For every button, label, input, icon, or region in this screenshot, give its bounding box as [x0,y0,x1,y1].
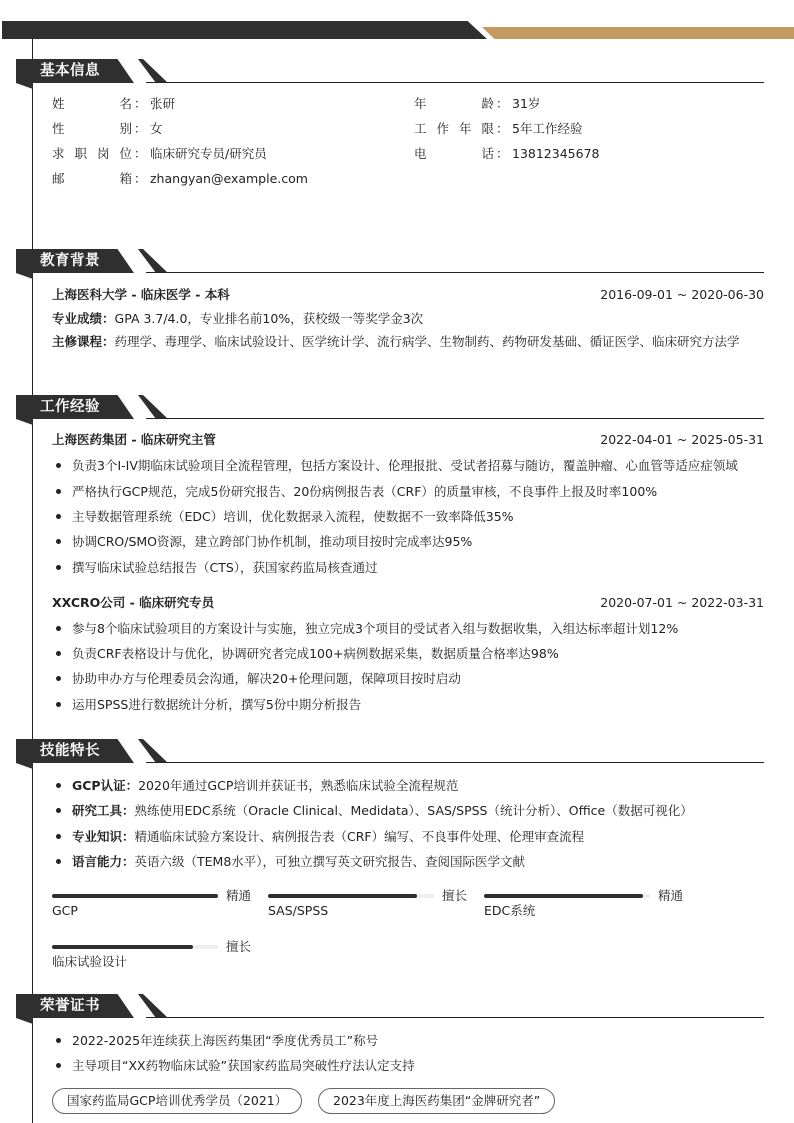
education-grades: 专业成绩：GPA 3.7/4.0，专业排名前10%，获校级一等奖学金3次 [52,311,424,326]
honor-item: 主导项目“XX药物临床试验”获国家药监局突破性疗法认定支持 [56,1057,415,1075]
education-courses: 主修课程：药理学、毒理学、临床试验设计、医学统计学、流行病学、生物制药、药物研发基础、循证医学、临床研究方法学 [52,334,740,349]
work-bullet: 协助申办方与伦理委员会沟通，解决20+伦理问题，保障项目按时启动 [56,670,461,688]
skill-bar-gcp: 精通 GCP [52,888,252,918]
section-title: 基本信息 [40,63,100,79]
skill-bar-trial-design: 擅长 临床试验设计 [52,939,252,969]
skill-item: 专业知识：精通临床试验方案设计、病例报告表（CRF）编写、不良事件处理、伦理审查流程 [56,828,584,846]
info-phone: 电话 ： 13812345678 [414,146,600,161]
honor-item: 2022-2025年连续获上海医药集团“季度优秀员工”称号 [56,1032,378,1050]
education-entry-head [52,286,764,304]
work-entry-head-2 [52,594,764,612]
section-header-skills [16,739,764,763]
honor-badge: 2023年度上海医药集团“金牌研究者” [318,1088,555,1114]
skill-item: GCP认证：2020年通过GCP培训并获证书，熟悉临床试验全流程规范 [56,777,458,795]
education-date: 2016-09-01 ~ 2020-06-30 [600,287,764,302]
info-age: 年龄 ： 31岁 [414,96,541,111]
skill-bar-edc: 精通 EDC系统 [484,888,684,918]
work-bullet: 运用SPSS进行数据统计分析，撰写5份中期分析报告 [56,696,361,714]
skill-item: 研究工具：熟练使用EDC系统（Oracle Clinical、Medidata）、SAS/SPSS（统计分析）、Office（数据可视化） [56,802,693,820]
work-title: 上海医药集团 - 临床研究主管 [52,432,216,447]
work-bullet: 协调CRO/SMO资源，建立跨部门协作机制，推动项目按时完成率达95% [56,533,472,551]
work-bullet: 负责CRF表格设计与优化，协调研究者完成100+病例数据采集，数据质量合格率达98% [56,645,559,663]
info-name: 姓名 ： 张研 [52,96,176,111]
info-email: 邮箱 ： zhangyan@example.com [52,171,308,186]
section-header-education [16,249,764,273]
section-title: 工作经验 [40,399,100,415]
section-title: 荣誉证书 [40,998,100,1014]
honor-badge: 国家药监局GCP培训优秀学员（2021） [52,1088,302,1114]
header-bar-dark [2,21,487,39]
info-gender: 性别 ： 女 [52,121,163,136]
section-header-basic-info [16,59,764,83]
skill-item: 语言能力：英语六级（TEM8水平），可独立撰写英文研究报告、查阅国际医学文献 [56,853,525,871]
work-entry-head-1 [52,431,764,449]
work-bullet: 撰写临床试验总结报告（CTS），获国家药监局核查通过 [56,559,378,577]
work-bullet: 负责3个I-IV期临床试验项目全流程管理，包括方案设计、伦理报批、受试者招募与随访，覆盖肿瘤、心血管等适应症领域 [56,457,738,475]
info-experience-years: 工作年限 ： 5年工作经验 [414,121,583,136]
work-date: 2020-07-01 ~ 2022-03-31 [600,595,764,610]
header-bar-gold [482,27,794,39]
info-position: 求职岗位 ： 临床研究专员/研究员 [52,146,267,161]
education-title: 上海医科大学 - 临床医学 - 本科 [52,287,230,302]
work-bullet: 参与8个临床试验项目的方案设计与实施，独立完成3个项目的受试者入组与数据收集，入组达标率超计划12% [56,620,678,638]
skill-bar-sas-spss: 擅长 SAS/SPSS [268,888,468,918]
section-title: 教育背景 [40,253,100,269]
section-header-work [16,395,764,419]
section-title: 技能特长 [40,743,100,759]
left-timeline-rule [32,39,33,1123]
work-title: XXCRO公司 - 临床研究专员 [52,595,215,610]
work-date: 2022-04-01 ~ 2025-05-31 [600,432,764,447]
section-header-honors [16,994,764,1018]
work-bullet: 严格执行GCP规范，完成5份研究报告、20份病例报告表（CRF）的质量审核，不良事件上报及时率100% [56,483,657,501]
work-bullet: 主导数据管理系统（EDC）培训，优化数据录入流程，使数据不一致率降低35% [56,508,514,526]
